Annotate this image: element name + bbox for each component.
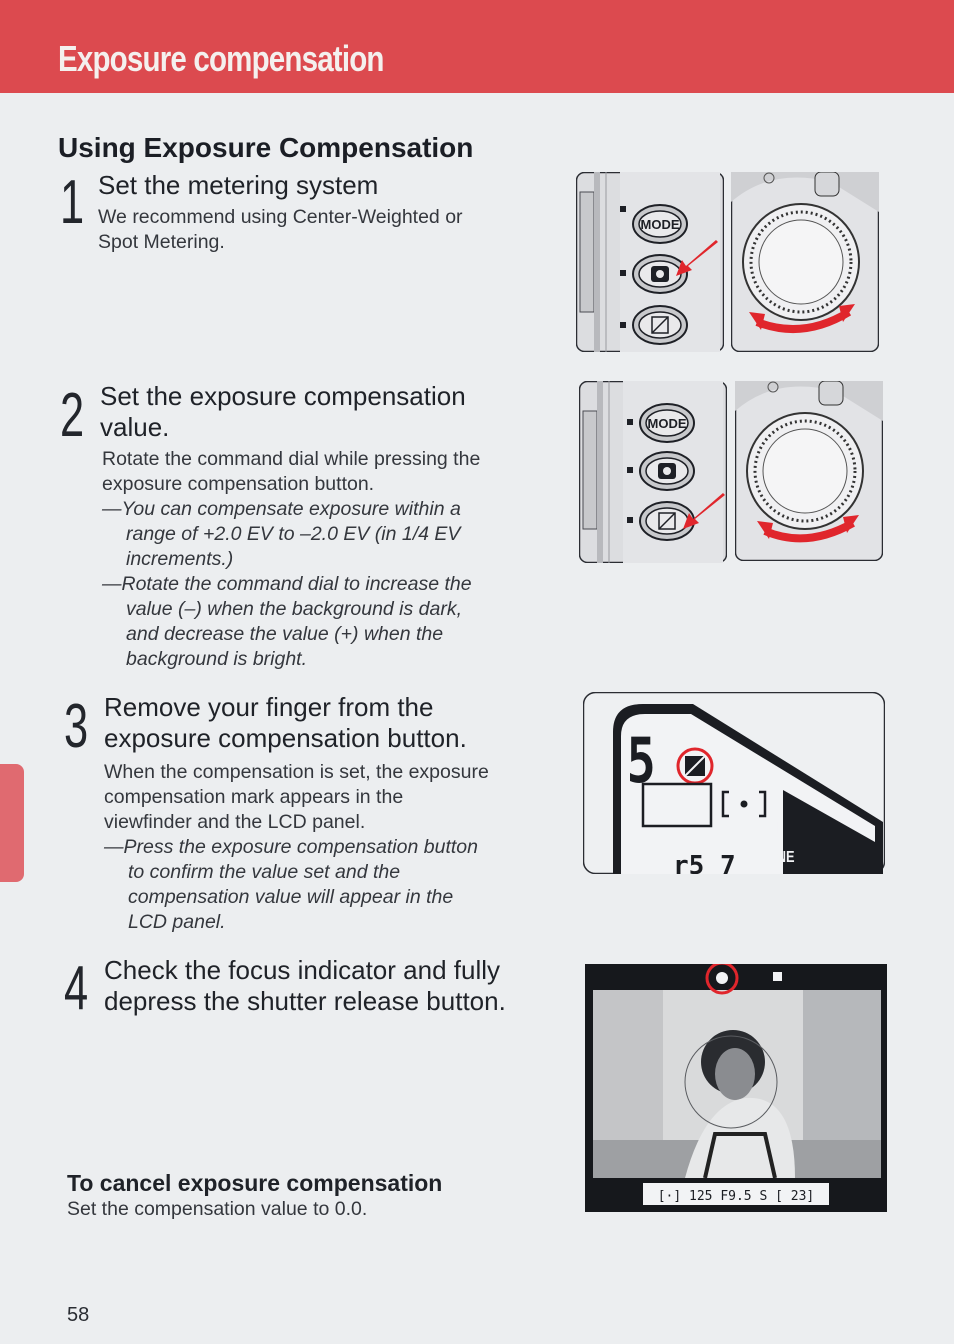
step-4-title-line: depress the shutter release button.	[104, 986, 506, 1016]
note-line: —Rotate the command dial to increase the	[102, 573, 472, 595]
step-1-body-line: Spot Metering.	[98, 231, 225, 253]
step-1-body	[98, 205, 463, 255]
step-2-number: 2	[60, 381, 85, 450]
step-3-title-line: exposure compensation button.	[104, 723, 467, 753]
note-line: compensation value will appear in the	[128, 886, 454, 908]
viewfinder-readout: [·] 125 F9.5 S [ 23]	[657, 1189, 815, 1204]
step-2-title-line: value.	[100, 412, 170, 442]
note-line: —You can compensate exposure within a	[102, 498, 461, 520]
step-3-body-line: compensation mark appears in the	[104, 786, 404, 808]
step-3-body-line: viewfinder and the LCD panel.	[104, 811, 366, 833]
step-3-title	[104, 692, 467, 754]
figure-3-lcd	[583, 692, 885, 874]
step-1-title: Set the metering system	[98, 170, 379, 200]
step-4-title-line: Check the focus indicator and fully	[104, 955, 500, 985]
step-2-title	[100, 381, 466, 443]
note-line: —Press the exposure compensation button	[104, 836, 478, 858]
step-4-title	[104, 955, 506, 1017]
step-4-number: 4	[64, 954, 89, 1023]
cancel-body: Set the compensation value to 0.0.	[67, 1198, 368, 1220]
step-3-number: 3	[64, 692, 89, 761]
note-line: LCD panel.	[128, 911, 226, 933]
section-tab	[0, 764, 24, 882]
note-line: increments.)	[126, 548, 234, 570]
page-number: 58	[67, 1304, 90, 1326]
note-line: background is bright.	[126, 648, 308, 670]
lcd-bottom-digits: r5 7	[673, 851, 736, 874]
lcd-fine-label: FINE	[765, 848, 795, 867]
cancel-title: To cancel exposure compensation	[67, 1170, 443, 1196]
step-2-note-1	[102, 497, 480, 572]
step-2-title-line: Set the exposure compensation	[100, 381, 466, 411]
note-line: to confirm the value set and the	[128, 861, 401, 883]
step-3-title-line: Remove your finger from the	[104, 692, 434, 722]
figure-4-viewfinder	[585, 964, 887, 1212]
note-line: value (–) when the background is dark,	[126, 598, 463, 620]
note-line: range of +2.0 EV to –2.0 EV (in 1/4 EV	[126, 523, 461, 545]
figure-1-buttons	[576, 172, 724, 352]
page-title: Exposure compensation	[58, 38, 384, 79]
step-2-body-line: Rotate the command dial while pressing the	[102, 448, 481, 470]
note-line: and decrease the value (+) when the	[126, 623, 444, 645]
step-3-body-line: When the compensation is set, the exposure	[104, 761, 489, 783]
mode-button-label: MODE	[640, 217, 680, 232]
step-3-body	[104, 760, 489, 935]
section-title: Using Exposure Compensation	[58, 132, 474, 163]
step-2-body	[102, 447, 480, 672]
mode-button-label: MODE	[647, 416, 687, 431]
step-1-number: 1	[60, 168, 85, 237]
figure-2-dial	[735, 381, 883, 561]
step-2-body-line: exposure compensation button.	[102, 473, 375, 495]
lcd-value-digit: 5	[626, 725, 656, 798]
figure-2-buttons	[579, 381, 727, 563]
step-1-body-line: We recommend using Center-Weighted or	[98, 206, 463, 228]
step-2-note-2	[102, 572, 480, 672]
lcd-hi-label: HI	[765, 819, 779, 838]
step-3-note-1	[104, 835, 489, 935]
figure-1-dial	[731, 172, 879, 352]
